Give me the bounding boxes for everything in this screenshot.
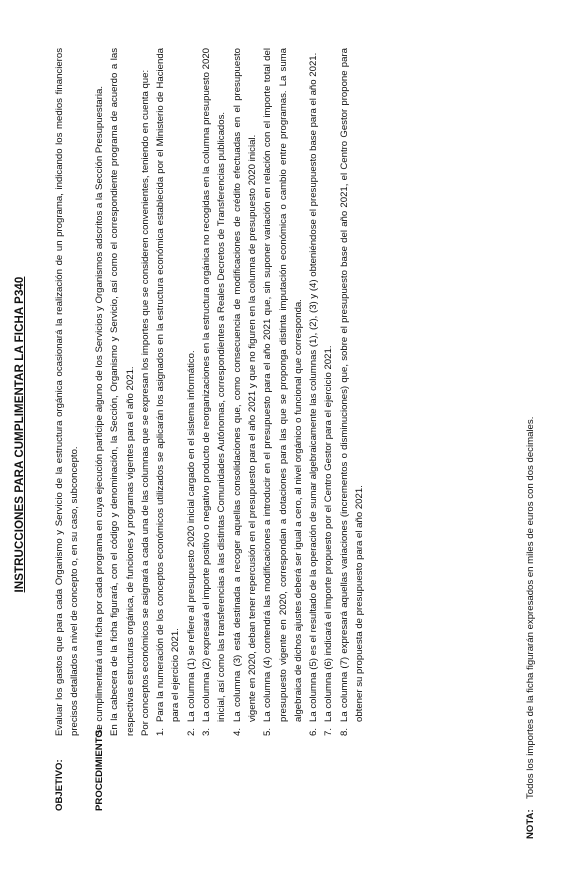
list-item-number: 8. <box>338 727 350 736</box>
list-item-number: 3. <box>201 727 213 736</box>
procedimiento-paragraph: Por conceptos económicos se asignará a cada una de las columnas que se expresan los importes que se consideren convenientes, teniendo en cuenta que: <box>139 69 151 736</box>
procedimiento-paragraph: En la cabecera de la ficha figurará, con el código y denominación, la Sección, Organismo y Servicio, así como el correspondiente programa de acuerdo a las respectivas estructuras orgánica, de funciones y programas vigentes para el año 2021. <box>109 48 136 736</box>
list-item-text: La columna (5) es el resultado de la operación de sumar algebraicamente las columnas (1), (2), (3) y (4) obteniéndose el presupuesto base para el año 2021. <box>308 52 320 722</box>
instructions-list <box>153 48 367 736</box>
list-item-text: La columna (3) está destinada a recoger aquellas consolidaciones que, como consecuencia de modificaciones de crédito efectuadas en el presupuesto vigente en 2020, deban tener repercusión en el presupuesto para el año 2021 y que no figuren en la columna de presupuesto 2020 inicial. <box>231 48 258 722</box>
procedimiento-body <box>92 48 367 736</box>
list-item-text: La columna (7) expresará aquellas variaciones (incrementos o disminuciones) que, sobre el presupuesto base del año 2021, el Centro Gestor propone para obtener su propuesta de presupuesto para el año 2021. <box>338 48 366 722</box>
list-item <box>184 48 199 736</box>
list-item-text: La columna (1) se refiere al presupuesto 2020 inicial cargado en el sistema informático. <box>185 350 197 722</box>
list-item-text: La columna (2) expresará el importe positivo o negativo producto de reorganizaciones en la estructura orgánica no recogidas en la columna presupuesto 2020 inicial, así como las transferencias a las distintas Comunidades Autónomas, correspondientes a Reales Decretos de Transferencias publicados. <box>201 48 228 722</box>
list-item-number: 5. <box>262 727 274 736</box>
nota-text: Todos los importes de la ficha figurarán expresados en miles de euros con dos decimales. <box>525 416 536 799</box>
list-item <box>337 48 368 736</box>
objetivo-label: OBJETIVO: <box>54 759 65 811</box>
list-item <box>230 48 261 736</box>
page-title: INSTRUCCIONES PARA CUMPLIMENTAR LA FICHA P340 <box>14 276 26 593</box>
list-item-number: 7. <box>323 727 335 736</box>
list-item-number: 2. <box>185 727 197 736</box>
list-item <box>321 48 336 736</box>
objetivo-text: Evaluar los gastos que para cada Organismo y Servicio de la estructura orgánica ocasionará la realización de un programa, indicando los medios financieros precisos detallados a nivel de concepto o, en su caso, subconcepto. <box>54 48 81 736</box>
list-item-number: 1. <box>155 727 167 736</box>
procedimiento-label: PROCEDIMIENTO: <box>94 726 105 811</box>
list-item-number: 6. <box>308 727 320 736</box>
list-item <box>260 48 306 736</box>
list-item-text: La columna (4) contendrá las modificaciones a introducir en el presupuesto para el año 2021 que, sin suponer variación en relación con el importe total del presupuesto vigente en 2020, correspondan a dotaciones para las que se proponga distinta imputación económica o cambio entre programas. La suma algebraica de dichos ajustes deberá ser igual a cero, al nivel orgánico o funcional que corresponda. <box>262 48 304 722</box>
list-item <box>153 48 184 736</box>
list-item <box>306 48 321 736</box>
procedimiento-paragraph: Se cumplimentará una ficha por cada programa en cuya ejecución participe alguno de los Servicios y Organismos adscritos a la Sección Presupuestaria. <box>94 85 105 736</box>
list-item <box>199 48 230 736</box>
list-item-number: 4. <box>231 727 243 736</box>
list-item-text: Para la numeración de los conceptos económicos utilizados se aplicarán los asignados en la estructura económica establecida por el Ministerio de Hacienda para el ejercicio 2021. <box>155 48 182 722</box>
nota-label: NOTA: <box>525 809 536 839</box>
list-item-text: La columna (6) indicará el importe propuesto por el Centro Gestor para el ejercicio 2021. <box>323 345 335 722</box>
